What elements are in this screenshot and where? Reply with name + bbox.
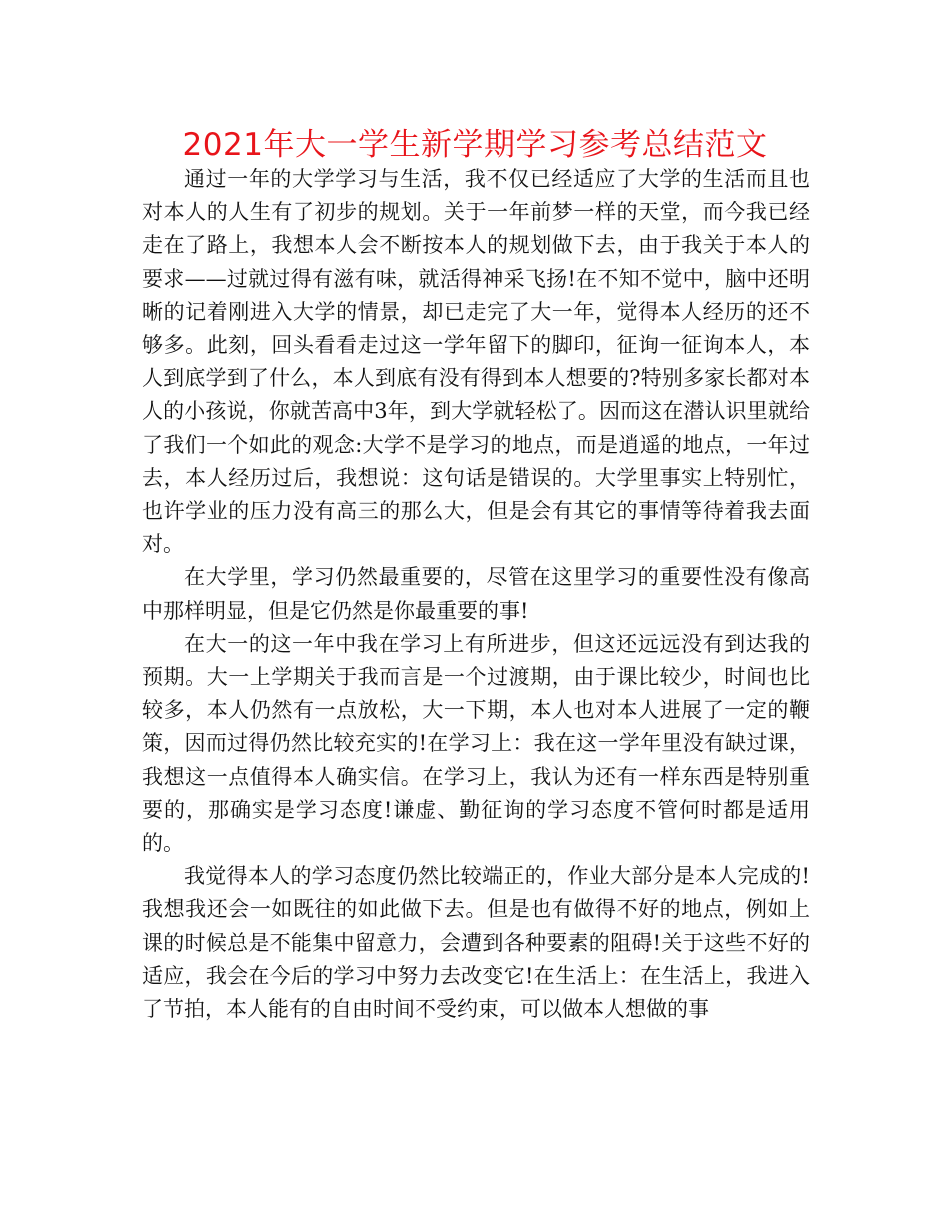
paragraph-3: 在大一的这一年中我在学习上有所进步，但这还远远没有到达我的预期。大一上学期关于我而言是一个过渡期，由于课比较少，时间也比较多，本人仍然有一点放松，大一下期，本人也对本人进展了一定的鞭策，因而过得仍然比较充实的!在学习上：我在这一学年里没有缺过课，我想这一点值得本人确实信。在学习上，我认为还有一样东西是特别重要的，那确实是学习态度!谦虚、勤征询的学习态度不管何时都是适用的。 — [142, 631, 810, 856]
paragraph-1: 通过一年的大学学习与生活，我不仅已经适应了大学的生活而且也对本人的人生有了初步的规划。关于一年前梦一样的天堂，而今我已经走在了路上，我想本人会不断按本人的规划做下去，由于我关于本人的要求——过就过得有滋有味，就活得神采飞扬!在不知不觉中，脑中还明晰的记着刚进入大学的情景，却已走完了大一年，觉得本人经历的还不够多。此刻，回头看看走过这一学年留下的脚印，征询一征询本人，本人到底学到了什么，本人到底有没有得到本人想要的?特别多家长都对本人的小孩说，你就苦高中3年，到大学就轻松了。因而这在潜认识里就给了我们一个如此的观念:大学不是学习的地点，而是逍遥的地点，一年过去，本人经历过后，我想说：这句话是错误的。大学里事实上特别忙，也许学业的压力没有高三的那么大，但是会有其它的事情等待着我去面对。 — [142, 167, 810, 557]
document-title: 2021年大一学生新学期学习参考总结范文 — [182, 127, 768, 163]
document-body — [142, 163, 810, 1026]
paragraph-4: 我觉得本人的学习态度仍然比较端正的，作业大部分是本人完成的!我想我还会一如既往的如此做下去。但是也有做得不好的地点，例如上课的时候总是不能集中留意力，会遭到各种要素的阻碍!关于这些不好的适应，我会在今后的学习中努力去改变它!在生活上：在生活上，我进入了节拍，本人能有的自由时间不受约束，可以做本人想做的事 — [142, 864, 810, 1022]
paragraph-2: 在大学里，学习仍然最重要的，尽管在这里学习的重要性没有像高中那样明显，但是它仍然是你最重要的事! — [142, 565, 810, 623]
